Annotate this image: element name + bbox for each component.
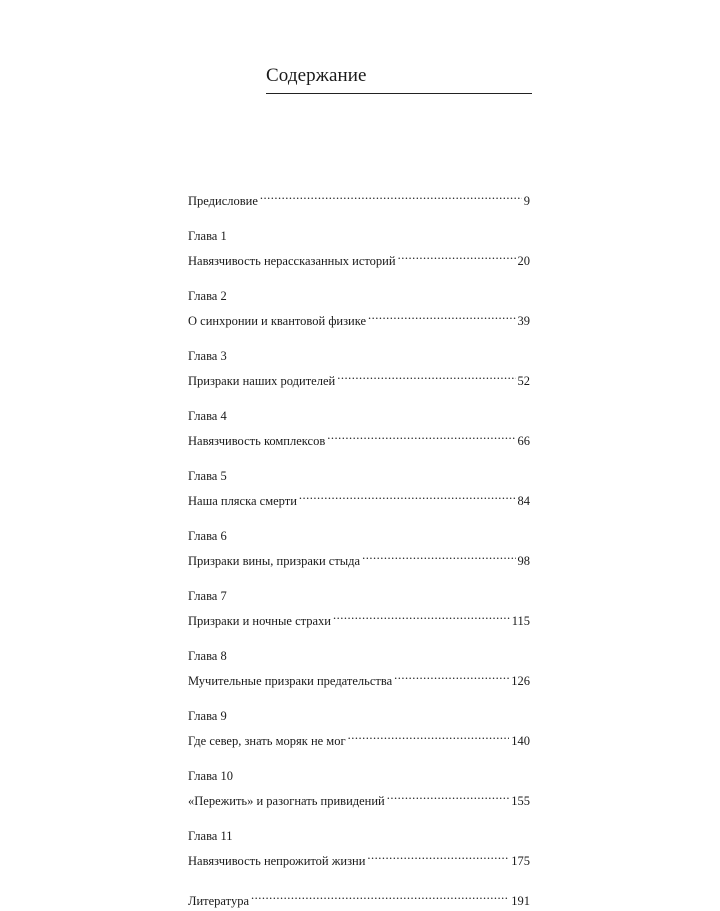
toc-page-number: 84: [517, 494, 530, 508]
dot-leader: [327, 426, 515, 445]
toc-line[interactable]: [188, 726, 530, 748]
toc-entry-chapter-2: [188, 286, 530, 328]
toc-title: Навязчивость непрожитой жизни: [188, 854, 366, 868]
toc-title: Навязчивость нерассказанных историй: [188, 254, 396, 268]
dot-leader: [387, 786, 510, 805]
toc-page-number: 66: [517, 434, 530, 448]
dot-leader: [362, 546, 515, 565]
toc-entry-chapter-8: [188, 646, 530, 688]
page-title: Содержание: [266, 65, 367, 86]
chapter-label: Глава 9: [188, 709, 227, 723]
chapter-label: Глава 2: [188, 289, 227, 303]
toc-title: Призраки и ночные страхи: [188, 614, 331, 628]
toc-entry-chapter-5: [188, 466, 530, 508]
toc-page-number: 175: [511, 854, 530, 868]
toc-line[interactable]: [188, 426, 530, 448]
toc-page-number: 140: [511, 734, 530, 748]
toc-line[interactable]: [188, 546, 530, 568]
chapter-label: Глава 8: [188, 649, 227, 663]
chapter-label: Глава 5: [188, 469, 227, 483]
toc-entry-chapter-4: [188, 406, 530, 448]
chapter-label: Глава 7: [188, 589, 227, 603]
toc-page-number: 191: [511, 894, 530, 908]
chapter-label: Глава 6: [188, 529, 227, 543]
toc-entry-chapter-11: [188, 826, 530, 868]
toc-line[interactable]: [188, 786, 530, 808]
toc-line[interactable]: [188, 886, 530, 908]
dot-leader: [348, 726, 510, 745]
toc-entry-chapter-10: [188, 766, 530, 808]
toc-entry-preface: [188, 186, 530, 208]
toc-page-number: 126: [511, 674, 530, 688]
heading-rule: [266, 93, 532, 94]
dot-leader: [260, 186, 522, 205]
dot-leader: [333, 606, 510, 625]
toc-page-number: 9: [523, 194, 530, 208]
toc-page-number: 39: [517, 314, 530, 328]
toc-line[interactable]: [188, 246, 530, 268]
toc-title: Наша пляска смерти: [188, 494, 297, 508]
toc-page-number: 98: [517, 554, 530, 568]
chapter-label: Глава 10: [188, 769, 233, 783]
toc-title: Мучительные призраки предательства: [188, 674, 393, 688]
toc-entry-chapter-3: [188, 346, 530, 388]
dot-leader: [337, 366, 515, 385]
toc-page-number: 52: [517, 374, 530, 388]
toc-entry-literature: [188, 886, 530, 908]
toc-line[interactable]: [188, 186, 530, 208]
chapter-label: Глава 11: [188, 829, 233, 843]
toc-entry-chapter-7: [188, 586, 530, 628]
toc-line[interactable]: [188, 486, 530, 508]
toc-line[interactable]: [188, 666, 530, 688]
dot-leader: [368, 306, 515, 325]
dot-leader: [251, 886, 509, 905]
heading-block: [266, 64, 532, 94]
toc-title: О синхронии и квантовой физике: [188, 314, 367, 328]
toc-page-number: 20: [517, 254, 530, 268]
dot-leader: [299, 486, 516, 505]
toc-title: Предисловие: [188, 194, 258, 208]
toc-title: Призраки вины, призраки стыда: [188, 554, 361, 568]
toc-line[interactable]: [188, 366, 530, 388]
toc-title: Где север, знать моряк не мог: [188, 734, 346, 748]
dot-leader: [367, 846, 509, 865]
chapter-label: Глава 4: [188, 409, 227, 423]
chapter-label: Глава 3: [188, 349, 227, 363]
toc-entry-chapter-9: [188, 706, 530, 748]
table-of-contents: [188, 186, 530, 908]
toc-title: Призраки наших родителей: [188, 374, 336, 388]
toc-title: Навязчивость комплексов: [188, 434, 326, 448]
toc-line[interactable]: [188, 606, 530, 628]
toc-title: «Пережить» и разогнать привидений: [188, 794, 385, 808]
toc-line[interactable]: [188, 846, 530, 868]
toc-page-number: 115: [511, 614, 530, 628]
dot-leader: [394, 666, 509, 685]
toc-entry-chapter-6: [188, 526, 530, 568]
dot-leader: [398, 246, 516, 265]
toc-line[interactable]: [188, 306, 530, 328]
chapter-label: Глава 1: [188, 229, 227, 243]
toc-page-number: 155: [511, 794, 530, 808]
toc-title: Литература: [188, 894, 249, 908]
toc-entry-chapter-1: [188, 226, 530, 268]
